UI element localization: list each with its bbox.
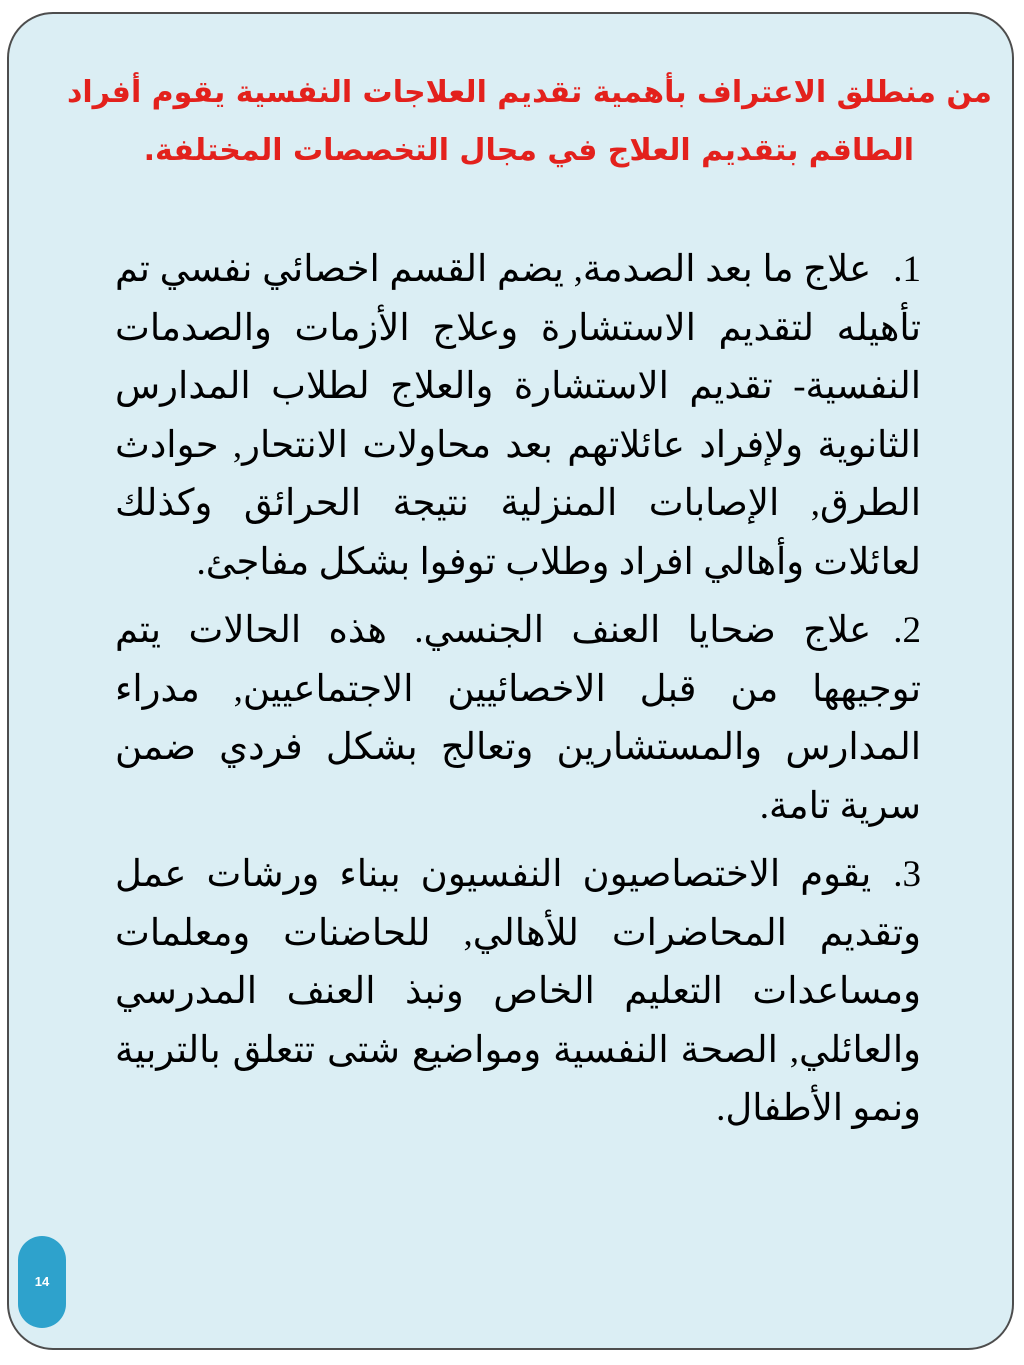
item-text: يقوم الاختصاصيون النفسيون ببناء ورشات عمل وتقديم المحاضرات للأهالي, للحاضنات ومعلمات ومساعدات التعليم الخاص ونبذ العنف المدرسي والعائلي, الصحة النفسية ومواضيع شتى تتعلق بالتربية ونمو الأطفال.: [115, 854, 921, 1129]
list-item-3: [115, 846, 921, 1139]
item-text: علاج ما بعد الصدمة, يضم القسم اخصائي نفسي تم تأهيله لتقديم الاستشارة وعلاج الأزمات والصدمات النفسية- تقديم الاستشارة والعلاج لطلاب المدارس الثانوية ولإفراد عائلاتهم بعد محاولات الانتحار, حوادث الطرق, الإصابات المنزلية نتيجة الحرائق وكذلك لعائلات وأهالي افراد وطلاب توفوا بشكل مفاجئ.: [115, 249, 921, 583]
item-number: 3.: [893, 854, 921, 895]
heading-line-1: من منطلق الاعتراف بأهمية تقديم العلاجات النفسية يقوم أفراد: [66, 75, 992, 110]
numbered-list: [115, 241, 921, 1149]
slide-heading: [20, 64, 992, 180]
list-item-2: [115, 602, 921, 836]
item-number: 2.: [893, 610, 921, 651]
heading-line-2: الطاقم بتقديم العلاج في مجال التخصصات المختلفة.: [143, 133, 914, 168]
item-number: 1.: [893, 249, 921, 290]
page-number-badge: 14: [18, 1236, 66, 1328]
item-text: علاج ضحايا العنف الجنسي. هذه الحالات يتم توجيهها من قبل الاخصائيين الاجتماعيين, مدراء المدارس والمستشارين وتعالج بشكل فردي ضمن سرية تامة.: [115, 610, 921, 827]
list-item-1: [115, 241, 921, 592]
